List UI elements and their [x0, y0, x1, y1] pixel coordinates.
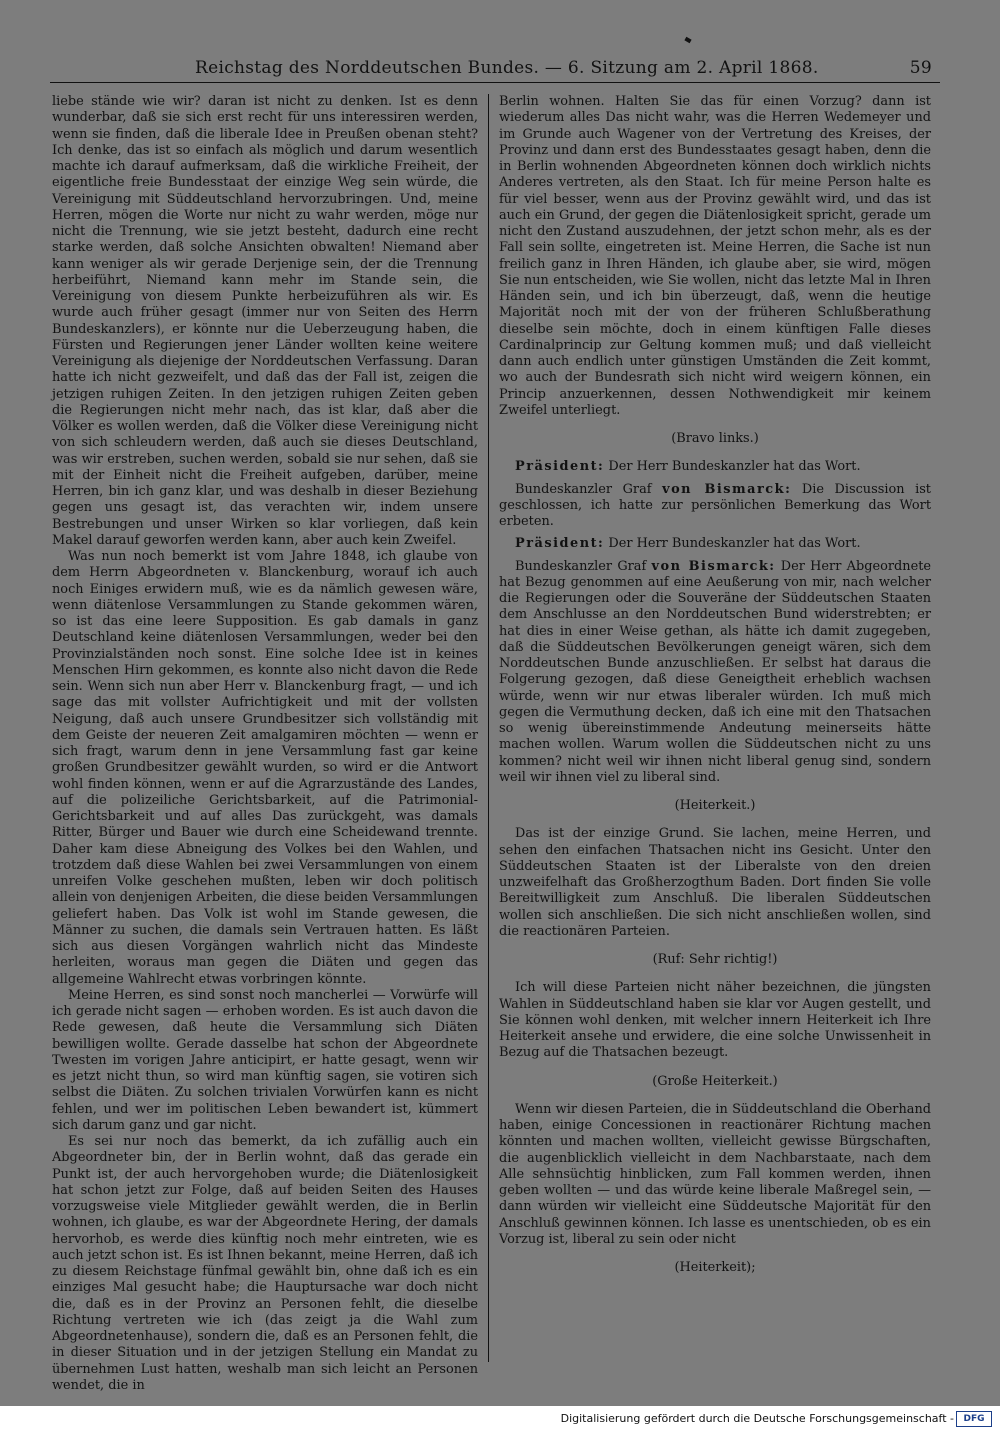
header-rule [50, 82, 940, 83]
footer-bar [0, 1406, 1000, 1432]
speech-text: Die Discussion ist geschlossen, ich hatte zur persönlichen Bemerkung das Wort erbeten. [499, 481, 931, 529]
speaker-name: von Bismarck: [662, 481, 792, 497]
speaker-name: Präsident: [515, 536, 605, 552]
speaker-title: Bundeskanzler Graf [515, 558, 652, 574]
body-paragraph: Berlin wohnen. Halten Sie das für einen Vorzug? dann ist wiederum alles Das nicht wahr, was die Herren Wedemeyer und im Grunde auch Wagener von der Vertretung des Kreises, der Provinz und dann erst des Bundesstaates gesagt haben, denn die in Berlin wohnenden Abgeordneten können doch wirklich nichts Anderes vertreten, als den Staat. Ich für meine Person halte es für viel besser, wenn aus der Provinz gewählt wird, und das ist auch ein Grund, der gegen die Diätenlosigkeit spricht, gerade um nicht den Zustand auszudehnen, der jetzt schon mehr, als es der Fall sein sollte, eingetreten ist. Meine Herren, die Sache ist nun freilich ganz in Ihren Händen, ich glaube aber, sie wird, mögen Sie nun entscheiden, wie Sie wollen, nicht das letzte Mal in Ihren Händen sein, und ich bin überzeugt, daß, wenn die heutige Majorität noch mit der von der früheren Schlußberathung dieselbe sein möchte, doch in einem künftigen Falle dieses Cardinalprincip zur Geltung kommen muß; und daß vielleicht dann auch endlich unter günstigen Umständen die Zeit kommt, wo auch der Bundesrath sich nicht wird weigern können, ein Princip anzuerkennen, dessen Nothwendigkeit mir keinem Zweifel unterliegt. [499, 94, 931, 418]
stage-direction: (Heiterkeit); [674, 1260, 756, 1275]
left-column [52, 94, 478, 1393]
speaker-name: von Bismarck: [651, 558, 776, 574]
funding-credit: Digitalisierung gefördert durch die Deutsche Forschungsgemeinschaft - [560, 1412, 954, 1425]
speech-paragraph [499, 459, 931, 475]
body-paragraph: Es sei nur noch das bemerkt, da ich zufällig auch ein Abgeordneter bin, der in Berlin wohnt, daß das gerade ein Punkt ist, der auch hervorgehoben wurde; die Diätenlosigkeit hat schon jetzt zur Folge, daß auf beiden Seiten des Hauses vorzugsweise viele Mitglieder gewählt werden, die in Berlin wohnen, ich glaube, es war der Abgeordnete Hering, der damals hervorhob, es werde dies künftig noch mehr eintreten, wie es auch jetzt schon ist. Es ist Ihnen bekannt, meine Herren, daß ich zu diesem Reichstage fünfmal gewählt bin, ohne daß ich es ein einziges Mal gesucht habe; die Hauptursache war doch nicht die, daß es in der Provinz an Personen fehlt, die dieselbe Richtung vertreten wie ich (das zeigt ja die Wahl zum Abgeordnetenhause), sondern die, daß es an Personen fehlt, die in dieser Situation und in der jetzigen Stellung ein Mandat zu übernehmen Lust hatten, weshalb man sich leicht an Personen wendet, die in [52, 1134, 478, 1393]
header-title: Reichstag des Norddeutschen Bundes. — 6. Sitzung am 2. April 1868. [195, 58, 819, 78]
body-paragraph: Ich will diese Parteien nicht näher bezeichnen, die jüngsten Wahlen in Süddeutschland haben sie klar vor Augen gestellt, und Sie können wohl denken, mit welcher innern Heiterkeit ich Ihre Heiterkeit ansehe und erwidere, die eine solche Unwissenheit in Bezug auf die Thatsachen bezeugt. [499, 980, 931, 1061]
dfg-logo: DFG [956, 1411, 992, 1427]
column-divider [488, 94, 489, 1362]
body-paragraph: Das ist der einzige Grund. Sie lachen, meine Herren, und sehen den einfachen Thatsachen nicht ins Gesicht. Unter den Süddeutschen Staaten ist der Liberalste von den dreien unzweifelhaft das Großherzogthum Baden. Dort finden Sie volle Bereitwilligkeit zum Anschluß. Die liberalen Süddeutschen wollen sich anschließen. Die sich nicht anschließen wollen, sind die reactionären Parteien. [499, 826, 931, 939]
body-paragraph: Wenn wir diesen Parteien, die in Süddeutschland die Oberhand haben, einige Concessionen in reactionärer Richtung machen könnten und machen wollten, vielleicht gewisse Bürgschaften, die augenblicklich vielleicht in dem Nachbarstaate, nach dem Alle sehnsüchtig hinblicken, zum Fall kommen werden, ihnen geben wollten — und das würde keine liberale Maßregel sein, — dann würden wir vielleicht eine Süddeutsche Majorität für den Anschluß gewinnen können. Ich lasse es unentschieden, ob es ein Vorzug ist, liberal zu sein oder nicht [499, 1101, 931, 1247]
right-column [499, 94, 931, 1364]
stage-direction: (Große Heiterkeit.) [652, 1073, 778, 1089]
speech-paragraph [499, 559, 931, 787]
body-paragraph: Was nun noch bemerkt ist vom Jahre 1848, ich glaube von dem Herrn Abgeordneten v. Blanckenburg, worauf ich auch noch Einiges erwidern muß, wie es da nämlich gewesen wäre, wenn diätenlose Versammlungen zu Stande gekommen wären, so ist das eine leere Supposition. Es gab damals in ganz Deutschland keine diätenlosen Versammlungen, weder bei den Provinzialständen noch sonst. Eine solche Idee ist in keines Menschen Hirn gekommen, es konnte also nicht davon die Rede sein. Wenn sich nun aber Herr v. Blanckenburg fragt, — und ich sage das mit vollster Aufrichtigkeit und mit der vollsten Neigung, daß auch unsere Grundbesitzer sich vollständig mit dem Geiste der neueren Zeit amalgamiren möchten — wenn er sich fragt, warum denn in jene Versammlung fast gar keine großen Grundbesitzer gewählt wurden, so wird er die Antwort wohl finden können, wenn er auf die Agrarzustände des Landes, auf die polizeiliche Gerichtsbarkeit, auf die Patrimonial-Gerichtsbarkeit und auf alles Das zurückgeht, was damals Ritter, Bürger und Bauer wie durch eine Scheidewand trennte. Daher kam diese Abneigung des Volkes bei den Wahlen, und trotzdem daß diese Wahlen bei zwei Versammlungen von einem unreifen Volke geschehen mußten, leben wir doch politisch allein von denjenigen Arbeiten, die diese beiden Versammlungen geliefert haben. Das Volk ist wohl im Stande gewesen, die Männer zu suchen, die damals sein Vertrauen hatten. Es läßt sich aus diesen Vorgängen wahrlich nicht das Mindeste herleiten, woraus man gegen die Diäten und gegen das allgemeine Wahlrecht etwas vorbringen könnte. [52, 549, 478, 987]
stage-direction: (Bravo links.) [671, 431, 759, 446]
speech-text: Der Herr Bundeskanzler hat das Wort. [608, 459, 861, 475]
speech-paragraph [499, 536, 931, 552]
body-paragraph: Meine Herren, es sind sonst noch mancherlei — Vorwürfe will ich gerade nicht sagen — erhoben worden. Es ist auch davon die Rede gewesen, daß heute die Versammlung sich Diäten bewilligen wollte. Gerade dasselbe hat schon der Abgeordnete Twesten im vorigen Jahre anticipirt, er hatte gesagt, wenn wir es jetzt nicht thun, so wird man künftig sagen, sie votiren sich selbst die Diäten. Zu solchen trivialen Vorwürfen kann es nicht fehlen, und wer im politischen Leben bewandert ist, kümmert sich darum ganz und gar nicht. [52, 987, 478, 1133]
stage-direction: (Heiterkeit.) [674, 798, 756, 813]
stage-direction: (Ruf: Sehr richtig!) [652, 952, 778, 967]
speech-text: Der Herr Abgeordnete hat Bezug genommen auf eine Aeußerung von mir, nach welcher die Regierungen oder die Souveräne der Süddeutschen Staaten dem Anschlusse an den Norddeutschen Bund widerstrebten; er hat dies in einer Weise gethan, als hätte ich damit zugegeben, daß die Süddeutschen Bevölkerungen geneigt wären, sich dem Norddeutschen Bunde anzuschließen. Er selbst hat daraus die Folgerung gezogen, daß diese Geneigtheit erheblich wachsen würde, wenn wir nur etwas liberaler würden. Ich muß mich gegen die Vermuthung decken, daß ich eine mit den Thatsachen so wenig übereinstimmende Andeutung meinerseits hätte machen wollen. Warum wollen die Süddeutschen nicht zu uns kommen? nicht weil wir ihnen nicht liberal genug sind, sondern weil wir ihnen viel zu liberal sind. [499, 558, 932, 785]
speaker-title: Bundeskanzler Graf [515, 481, 663, 497]
speech-paragraph [499, 482, 931, 531]
speaker-name: Präsident: [515, 459, 605, 475]
body-paragraph: liebe stände wie wir? daran ist nicht zu denken. Ist es denn wunderbar, daß sie sich erst recht für uns interessiren werden, wenn sie finden, daß die liberale Idee in Preußen obenan steht? Ich denke, das ist so einfach als möglich und darum wesentlich machte ich darauf aufmerksam, daß die wirkliche Freiheit, der eigentliche freie Bundesstaat der einzige Weg sein würde, die Vereinigung mit Süddeutschland hervorzubringen. Und, meine Herren, mögen die Worte nur nicht zu wahr werden, möge nur nicht die Trennung, wie sie jetzt besteht, dadurch eine recht starke werden, daß solche Ansichten obwalten! Niemand aber kann weniger als wir gerade Derjenige sein, der die Trennung herbeiführt, Niemand kann mehr im Stande sein, die Vereinigung von diesem Punkte herbeizuführen als wir. Es wurde auch früher gesagt (immer nur von Seiten des Herrn Bundeskanzlers), er könnte nur die Ueberzeugung haben, die Fürsten und Regierungen jener Länder wollten keine weitere Vereinigung als diejenige der Norddeutschen Verfassung. Daran hatte ich nicht gezweifelt, und daß das der Fall ist, zeigen die jetzigen ruhigen Zeiten. In den jetzigen ruhigen Zeiten geben die Regierungen nicht mehr nach, das ist klar, daß aber die Völker es wollen werden, daß die Völker diese Vereinigung nicht von sich schleudern werden, daß auch sie dieses Deutschland, was wir erstreben, suchen werden, sobald sie nur sehen, daß sie mit der Einheit nicht die Freiheit aufgeben, darüber, meine Herren, bin ich ganz klar, und was deshalb in dieser Beziehung gegen uns gesagt ist, das verachten wir, indem unsere Bestrebungen und unser Wirken so klar vorliegen, daß kein Makel darauf geworfen werden kann, aber auch kein Zweifel. [52, 94, 478, 548]
speech-text: Der Herr Bundeskanzler hat das Wort. [608, 536, 861, 552]
page-number: 59 [909, 58, 932, 78]
running-header [30, 56, 970, 84]
print-speck [684, 37, 691, 43]
